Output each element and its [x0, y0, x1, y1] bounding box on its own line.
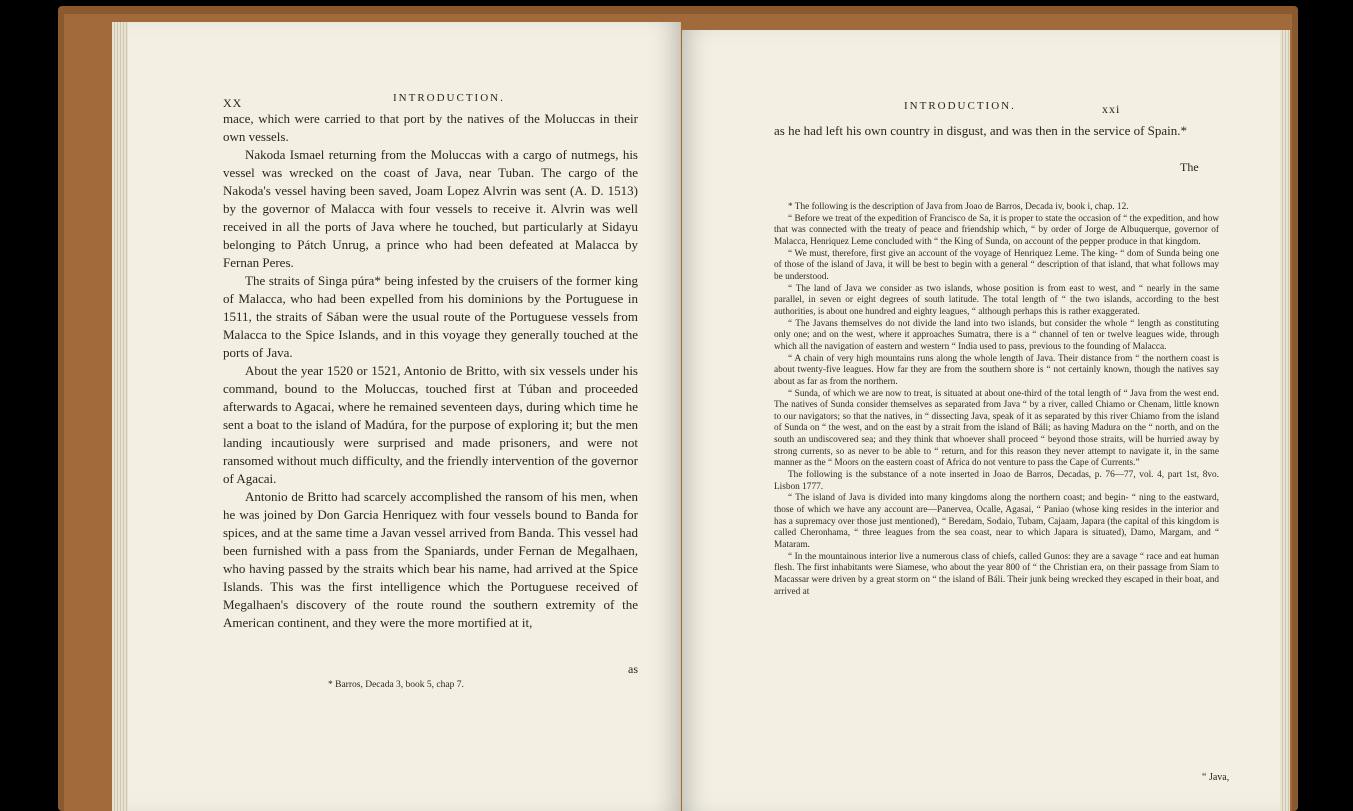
- note-paragraph: “ Before we treat of the expedition of Francisco de Sa, it is proper to state the occasion of “ the expedition, and how that was connected with the treaty of peace and friendship which, “ by order of Jorge de Albuquerque, governor of Malacca, Henriquez Leme concluded with “ the King of Sunda, on account of the pepper produce in that kingdom.: [774, 213, 1219, 247]
- left-page-number: XX: [223, 96, 243, 110]
- note-paragraph: * The following is the description of Java from Joao de Barros, Decada iv, book i, chap. 12.: [788, 202, 1129, 212]
- paragraph: About the year 1520 or 1521, Antonio de Britto, with six vessels under his command, bound to the Moluccas, touched first at Túban and proceeded afterwards to Agacai, where he remained seventeen days, during which time he sent a boat to the island of Madúra, for the purpose of exploring it; but the men landing incautiously were surprised and made prisoners, and were not ransomed without much difficulty, and the friendly intervention of the governor of Agacai.: [223, 363, 638, 486]
- paragraph: as he had left his own country in disgust, and was then in the service of Spain.*: [774, 123, 1188, 138]
- left-body-text: [223, 110, 638, 632]
- note-paragraph: “ The Javans themselves do not divide the land into two islands, but consider the whole “ length as constituting only one; and on the west, where it approaches Sumatra, there is a “ channel of ten or twelve leagues wide, through which all the navigation of eastern and western “ India used to pass, previous to the founding of Malacca.: [774, 318, 1219, 352]
- right-page: [682, 30, 1280, 811]
- right-page-number: xxi: [1102, 102, 1121, 116]
- paragraph: The straits of Singa púra* being infested by the cruisers of the former king of Malacca, who had been expelled from his dominions by the Portuguese in 1511, the straits of Sában were the usual route of the Portuguese vessels from Malacca to the Spice Islands, and in this voyage they generally touched at the ports of Java.: [223, 273, 638, 360]
- page-edges-left: [112, 22, 128, 811]
- note-paragraph: The following is the substance of a note inserted in Joao de Barros, Decadas, p. 76—77, vol. 4, part 1st, 8vo. Lisbon 1777.: [774, 470, 1219, 492]
- right-body-text: [774, 122, 1219, 140]
- paragraph: Nakoda Ismael returning from the Moluccas with a cargo of nutmegs, his vessel was wrecked on the coast of Java, near Tuban. The cargo of the Nakoda's vessel having been saved, Joam Lopez Alvrin was sent (A. D. 1513) by the governor of Malacca with four vessels to receive it. Alvrin was well received in all the ports of Java where he touched, but particularly at Sidayu belonging to Pátch Unrug, a prince who had been defeated at Malacca by Fernan Peres.: [223, 147, 638, 270]
- left-footnote: * Barros, Decada 3, book 5, chap 7.: [328, 680, 464, 690]
- note-paragraph: “ A chain of very high mountains runs along the whole length of Java. Their distance from “ the northern coast is about twenty-five leagues. How far they are from the southern shore is “ not certainly known, though the natives say about as far as from the northern.: [774, 353, 1219, 387]
- note-paragraph: “ In the mountainous interior live a numerous class of chiefs, called Gunos: they are a savage “ race and eat human flesh. The first inhabitants were Siamese, who about the year 800 of “ the Christian era, on their passage from Siam to Macassar were driven by a great storm on “ the island of Báli. Their junk being wrecked they escaped in their boat, and arrived at: [774, 551, 1219, 597]
- page-edges-right: [1280, 30, 1290, 811]
- right-catchword-bottom: “ Java,: [1202, 772, 1230, 783]
- note-paragraph: “ The land of Java we consider as two islands, whose position is from east to west, and “ nearly in the same parallel, in seven or eight degrees of south latitude. The total length of “ the two islands, according to the best authorities, is about one hundred and eighty leagues, “ although perhaps this is rather exaggerated.: [774, 283, 1219, 317]
- paragraph: Antonio de Britto had scarcely accomplished the ransom of his men, when he was joined by Don Garcia Henriquez with four vessels bound to Banda for spices, and at the same time a Javan vessel arrived from Banda. This vessel had been furnished with a pass from the Spaniards, under Fernan de Megalhaen, who having passed by the straits which bear his name, had arrived at the Spice Islands. This was the first intelligence which the Portuguese received of Megalhaen's discovery of the route round the southern extremity of the American continent, and they were the more mortified at it,: [223, 489, 638, 630]
- note-paragraph: “ We must, therefore, first give an account of the voyage of Henriquez Leme. The king- “ dom of Sunda being one of those of the island of Java, it will be best to begin with a general “ description of that island, that what follows may be understood.: [774, 248, 1219, 282]
- left-running-header: INTRODUCTION.: [393, 92, 505, 104]
- right-catchword-top: The: [1180, 160, 1199, 174]
- left-catchword: as: [628, 662, 638, 676]
- paragraph: mace, which were carried to that port by the natives of the Moluccas in their own vessels.: [223, 111, 638, 144]
- left-page: [128, 22, 681, 811]
- note-paragraph: “ Sunda, of which we are now to treat, is situated at about one-third of the total length of “ Java from the west end. The natives of Sunda consider themselves as separated from Java “ by a river, called Chiamo or Chenam, little known to our navigators; so that the natives, in “ dissecting Java, speak of it as separated by this river Chiamo from the island of Sunda on “ the west, and on the east by a strait from the island of Báli; as having Madura on the “ north, and on the south an undiscovered sea; and they think that whoever shall proceed “ beyond those straits, will be hurried away by strong currents, so as never to be able to “ return, and for this reason they never attempt to navigate it, in the same manner as the “ Moors on the eastern coast of Africa do not venture to pass the Cape of Currents.”: [774, 388, 1219, 469]
- right-running-header: INTRODUCTION.: [904, 100, 1016, 112]
- note-paragraph: “ The island of Java is divided into many kingdoms along the northern coast; and begin- “ ning to the eastward, those of which we have any account are—Panervea, Ocalle, Agasai, “ Paniao (whose king resides in the interior and has a supremacy over those just mentioned), “ Beredam, Sodaio, Tubam, Cajaam, Japara (the capital of this kingdom is called Cheronhama, “ three leagues from the sea coast, near to which Japara is situated), Damo, Margam, and “ Mataram.: [774, 493, 1219, 551]
- right-footnotes: [774, 202, 1219, 598]
